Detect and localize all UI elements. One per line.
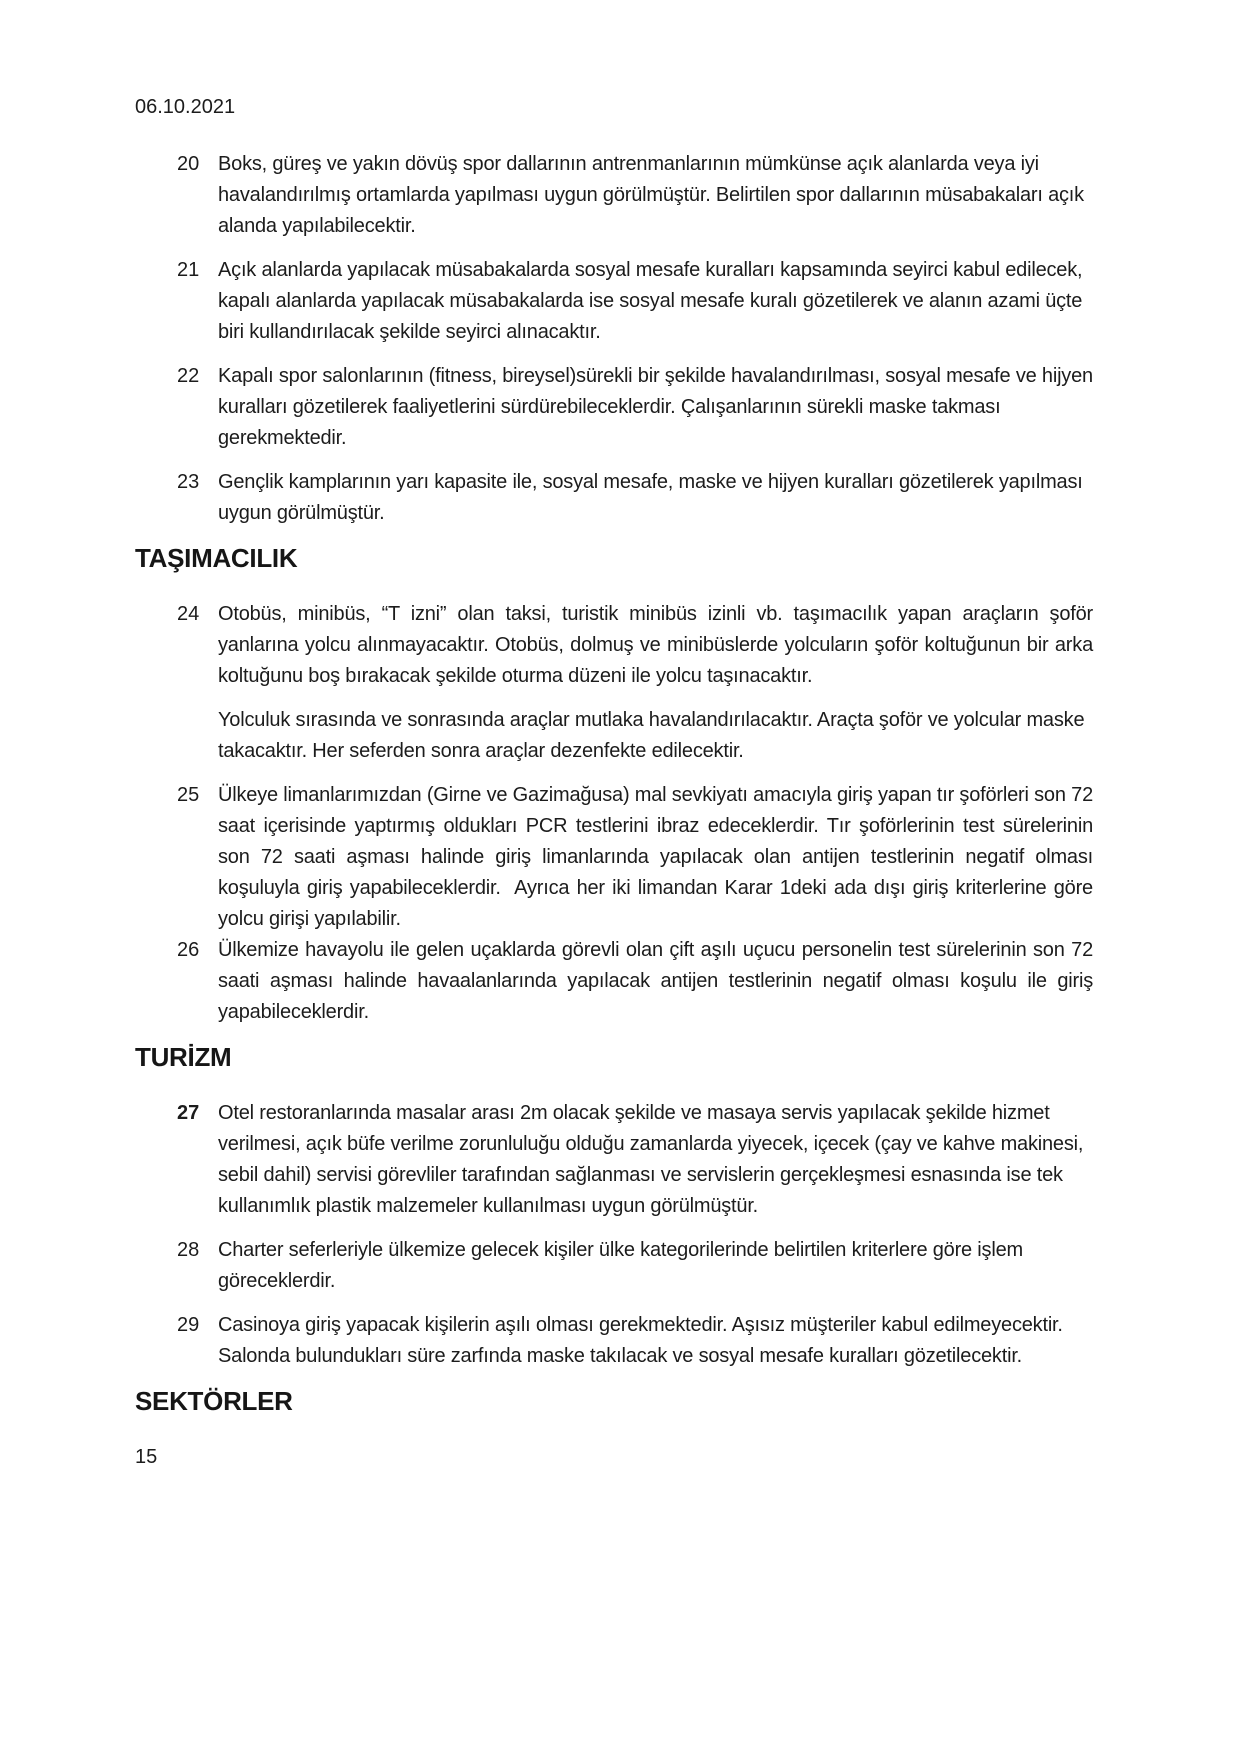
list-item-number: 26 xyxy=(177,939,200,961)
list-item-text: Otel restoranlarında masalar arası 2m olacak şekilde ve masaya servis yapılacak şekilde hizmet verilmesi, açık büfe verilme zorunluluğu olduğu zamanlarda yiyecek, içecek (çay ve kahve makinesi, sebil dahil) servisi görevliler tarafından sağlanması ve servislerin gerçekleşmesi esnasında ise tek kullanımlık plastik malzemeler kullanılması uygun görülmüştür. xyxy=(218,1102,1089,1217)
list-item-text: Charter seferleriyle ülkemize gelecek kişiler ülke kategorilerinde belirtilen kriterlere göre işlem göreceklerdir. xyxy=(218,1239,1029,1292)
page-number: 15 xyxy=(135,1446,158,1468)
list-item-22 xyxy=(135,361,1099,454)
list-item-number: 25 xyxy=(177,784,200,806)
list-item-number: 22 xyxy=(177,365,200,387)
list-item-text: Ülkeye limanlarımızdan (Girne ve Gazimağusa) mal sevkiyatı amacıyla giriş yapan tır şoförleri son 72 saat içerisinde yaptırmış oldukları PCR testlerini ibraz edeceklerdir. Tır şoförlerinin test sürelerinin son 72 saati aşması halinde giriş limanlarında yapılacak olan antijen testlerinin negatif olması koşuluyla giriş yapabileceklerdir. Ayrıca her iki limandan Karar 1deki ada dışı giriş kriterlerine göre yolcu girişi yapılabilir. xyxy=(218,784,1099,930)
section-heading-tasimacilik: TAŞIMACILIK xyxy=(135,543,298,573)
list-item-number: 20 xyxy=(177,153,200,175)
list-item-text: Boks, güreş ve yakın dövüş spor dallarının antrenmanlarının mümkünse açık alanlarda veya iyi havalandırılmış ortamlarda yapılması uygun görülmüştür. Belirtilen spor dallarının müsabakaları açık alanda yapılabilecektir. xyxy=(218,153,1090,237)
list-item-number: 27 xyxy=(177,1102,200,1124)
list-item-23 xyxy=(135,467,1093,529)
list-item-number: 23 xyxy=(177,471,200,493)
list-item-number: 29 xyxy=(177,1314,200,1336)
list-item-number: 24 xyxy=(177,603,200,625)
section-heading-turizm: TURİZM xyxy=(135,1042,232,1072)
list-item-24-continuation: Yolculuk sırasında ve sonrasında araçlar mutlaka havalandırılacaktır. Araçta şoför ve yolcular maske takacaktır. Her seferden sonra araçlar dezenfekte edilecektir. xyxy=(218,709,1085,762)
list-item-24 xyxy=(135,599,1099,692)
list-item-text: Ülkemize havayolu ile gelen uçaklarda görevli olan çift aşılı uçucu personelin test sürelerinin son 72 saati aşması halinde havaalanlarında yapılacak antijen testlerinin negatif olması koşulu ile giriş yapabileceklerdir. xyxy=(218,939,1099,1023)
list-item-text: Otobüs, minibüs, “T izni” olan taksi, turistik minibüs izinli vb. taşımacılık yapan araçların şoför yanlarına yolcu alınmayacaktır. Otobüs, dolmuş ve minibüslerde yolcuların şoför koltuğunun bir arka koltuğunu boş bırakacak şekilde oturma düzeni ile yolcu taşınacaktır. xyxy=(218,603,1099,687)
list-item-number: 28 xyxy=(177,1239,200,1261)
list-item-number: 21 xyxy=(177,259,200,281)
document-date: 06.10.2021 xyxy=(135,96,236,118)
list-item-29 xyxy=(135,1310,1093,1372)
list-item-26 xyxy=(135,935,1099,1028)
list-item-text: Açık alanlarda yapılacak müsabakalarda sosyal mesafe kuralları kapsamında seyirci kabul edilecek, kapalı alanlarda yapılacak müsabakalarda ise sosyal mesafe kuralı gözetilerek ve alanın azami üçte biri kullandırılacak şekilde seyirci alınacaktır. xyxy=(218,259,1088,343)
list-item-27 xyxy=(135,1098,1093,1222)
list-item-20 xyxy=(135,149,1093,242)
list-item-28 xyxy=(135,1235,1093,1297)
list-item-text: Kapalı spor salonlarının (fitness, bireysel)sürekli bir şekilde havalandırılması, sosyal mesafe ve hijyen kuralları gözetilerek faaliyetlerini sürdürebileceklerdir. Çalışanlarının sürekli maske takması gerekmektedir. xyxy=(218,365,1099,449)
list-item-25 xyxy=(135,780,1099,935)
list-item-text: Gençlik kamplarının yarı kapasite ile, sosyal mesafe, maske ve hijyen kuralları gözetilerek yapılması uygun görülmüştür. xyxy=(218,471,1088,524)
list-item-text: Casinoya giriş yapacak kişilerin aşılı olması gerekmektedir. Aşısız müşteriler kabul edilmeyecektir. Salonda bulundukları süre zarfında maske takılacak ve sosyal mesafe kuralları gözetilecektir. xyxy=(218,1314,1069,1367)
list-item-21 xyxy=(135,255,1093,348)
section-heading-sektorler: SEKTÖRLER xyxy=(135,1386,293,1416)
